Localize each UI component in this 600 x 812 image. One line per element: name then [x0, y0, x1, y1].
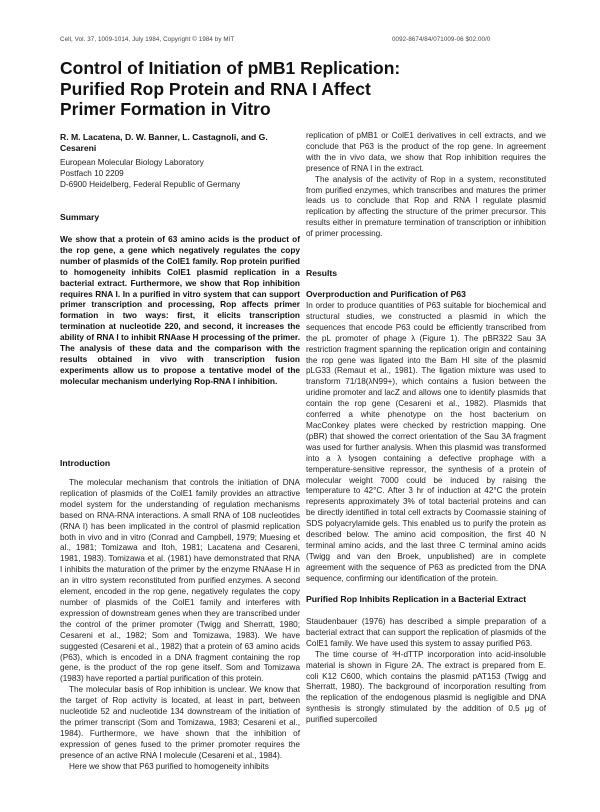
article-title: Control of Initiation of pMB1 Replication: Purified Rop Protein and RNA I Affect Primer Formation in Vitro: [60, 58, 401, 119]
summary-heading: Summary: [60, 212, 100, 222]
running-head-left: Cell, Vol. 37, 1009-1014, July 1984, Copyright © 1984 by MIT: [60, 36, 235, 43]
introduction-paragraph: The molecular mechanism that controls the initiation of DNA replication of plasmids of the ColE1 family provides an attractive model system for the understanding of regulation mechanisms based on RNA-RNA interactions. A small RNA of 108 nucleotides (RNA I) has been implicated in the control of plasmid replication both in vivo and in vitro (Conrad and Campbell, 1979; Muesing et al., 1981; Tomizawa and Itoh, 1981; Lacatena and Cesareni, 1981, 1983). Tomizawa et al. (1981) have demonstrated that RNA I inhibits the maturation of the primer by the enzyme RNAase H in an in vitro system reconstituted from purified enzymes. A second element, encoded in the rop gene, negatively regulates the copy number of plasmids of the ColE1 family and interferes with expression of downstream genes when they are transcribed under the control of the primer promoter (Twigg and Sherratt, 1980; Cesareni et al., 1982; Som and Tomizawa, 1983). We have suggested (Cesareni et al., 1982) that a protein of 63 amino acids (P63), which is encoded in a DNA fragment containing the rop gene, is the product of the rop gene itself. Som and Tomizawa (1983) have reported a partial purification of this protein.: [60, 478, 300, 684]
running-head-right: 0092-8674/84/071009-06 $02.00/0: [392, 36, 491, 43]
introduction-heading: Introduction: [60, 458, 111, 468]
section-heading-purified-rop: Purified Rop Inhibits Replication in a Bacterial Extract: [306, 594, 527, 604]
intro-paragraph: The analysis of the activity of Rop in a system, reconstituted from purified enzymes, which transcribes and matures the primer leads us to conclude that Rop and RNA I regulate plasmid replication by affecting the structure of the primer precursor. This results either in premature termination of transcription or inhibition of primer processing.: [306, 174, 546, 239]
affiliation-line: D-6900 Heidelberg, Federal Republic of Germany: [60, 180, 241, 189]
introduction-paragraph: Here we show that P63 purified to homogeneity inhibits: [69, 761, 269, 771]
affiliation-line: European Molecular Biology Laboratory: [60, 158, 204, 167]
introduction-paragraph: The molecular basis of Rop inhibition is unclear. We know that the target of Rop activity is located, at least in part, between nucleotide 52 and nucleotide 134 downstream of the initiation of the primer transcript (Som and Tomizawa, 1983; Cesareni et al., 1984). Furthermore, we have shown that the inhibition of expression of genes fused to the primer promoter requires the presence of an active RNA I molecule (Cesareni et al., 1984).: [60, 685, 300, 760]
intro-continued-paragraph: replication of pMB1 or ColE1 derivatives in cell extracts, and we conclude that P63 is the product of the rop gene. In agreement with the in vivo data, we show that Rop inhibition requires the presence of RNA I in the extract.: [306, 131, 546, 173]
right-intro-body: [306, 131, 546, 240]
affiliation: [60, 157, 300, 190]
affiliation-line: Postfach 10 2209: [60, 169, 124, 178]
section-text-overproduction: [306, 301, 546, 585]
authors: R. M. Lacatena, D. W. Banner, L. Castagnoli, and G. Cesareni: [60, 132, 268, 153]
section-heading-overproduction: Overproduction and Purification of P63: [306, 289, 466, 299]
results-heading: Results: [306, 268, 338, 278]
introduction-body: [60, 478, 300, 772]
section-text-purified-rop: [306, 617, 546, 726]
summary-text: We show that a protein of 63 amino acids is the product of the rop gene, a gene which negatively regulates the copy number of plasmids of the ColE1 family. Rop protein purified to homogeneity inhibits ColE1 plasmid replication in a bacterial extract. Furthermore, we show that Rop inhibition requires RNA I. In a purified in vitro system that can support primer transcription and processing, Rop affects primer formation in two ways: first, it elicits transcription termination at nucleotide 220, and second, it increases the ability of RNA I to inhibit RNAase H processing of the primer. The analysis of these data and the comparison with the results obtained in vivo with transcription fusion experiments allow us to propose a tentative model of the molecular mechanism underlying Rop-RNA I inhibition.: [60, 234, 300, 386]
section-paragraph: In order to produce quantities of P63 suitable for biochemical and structural studies, we constructed a plasmid in which the sequences that encode P63 could be efficiently transcribed from the pL promoter of phage λ (Figure 1). The pBR322 Sau 3A restriction fragment spanning the replication origin and containing the rop gene was ligated into the Bam HI site of the plasmid pLG33 (Remaut et al., 1981). The ligation mixture was used to transform 71/18(λN99+), which contains a fusion between the uridine promoter and lacZ and allows one to identify plasmids that contain the rop gene (Cesareni et al., 1982). Plasmids that conferred a white phenotype on the host bacterium on MacConkey plates were checked by restriction mapping. One (pBR) that showed the correct orientation of the Sau 3A fragment was used for further analysis. When this plasmid was transformed into a λ lysogen containing a defective prophage with a temperature-sensitive repressor, the synthesis of a protein of molecular weight 7000 could be induced by raising the temperature to 42°C. After 3 hr of induction at 42°C the protein represents approximately 3% of total bacterial proteins and can be directly identified in total cell extracts by Coomassie staining of SDS polyacrylamide gels. This enabled us to purify the protein as described below. The amino acid composition, the first 40 N terminal amino acids, and the last three C terminal amino acids (Twigg and van den Broek, unpublished) are in complete agreement with the sequence of P63 as predicted from the DNA sequence, confirming our identification of the protein.: [306, 301, 546, 583]
section-paragraph: Staudenbauer (1976) has described a simple preparation of a bacterial extract that can support the replication of plasmids of the ColE1 family. We have used this system to assay purified P63.: [306, 617, 546, 648]
section-paragraph: The time course of ³H-dTTP incorporation into acid-insoluble material is shown in Figure 2A. The extract is prepared from E. coli K12 C600, which contains the plasmid pAT153 (Twigg and Sherratt, 1980). The background of incorporation resulting from the replication of the endogenous plasmid is negligible and DNA synthesis is strongly stimulated by the addition of 0.5 μg of purified supercoiled: [306, 649, 546, 725]
